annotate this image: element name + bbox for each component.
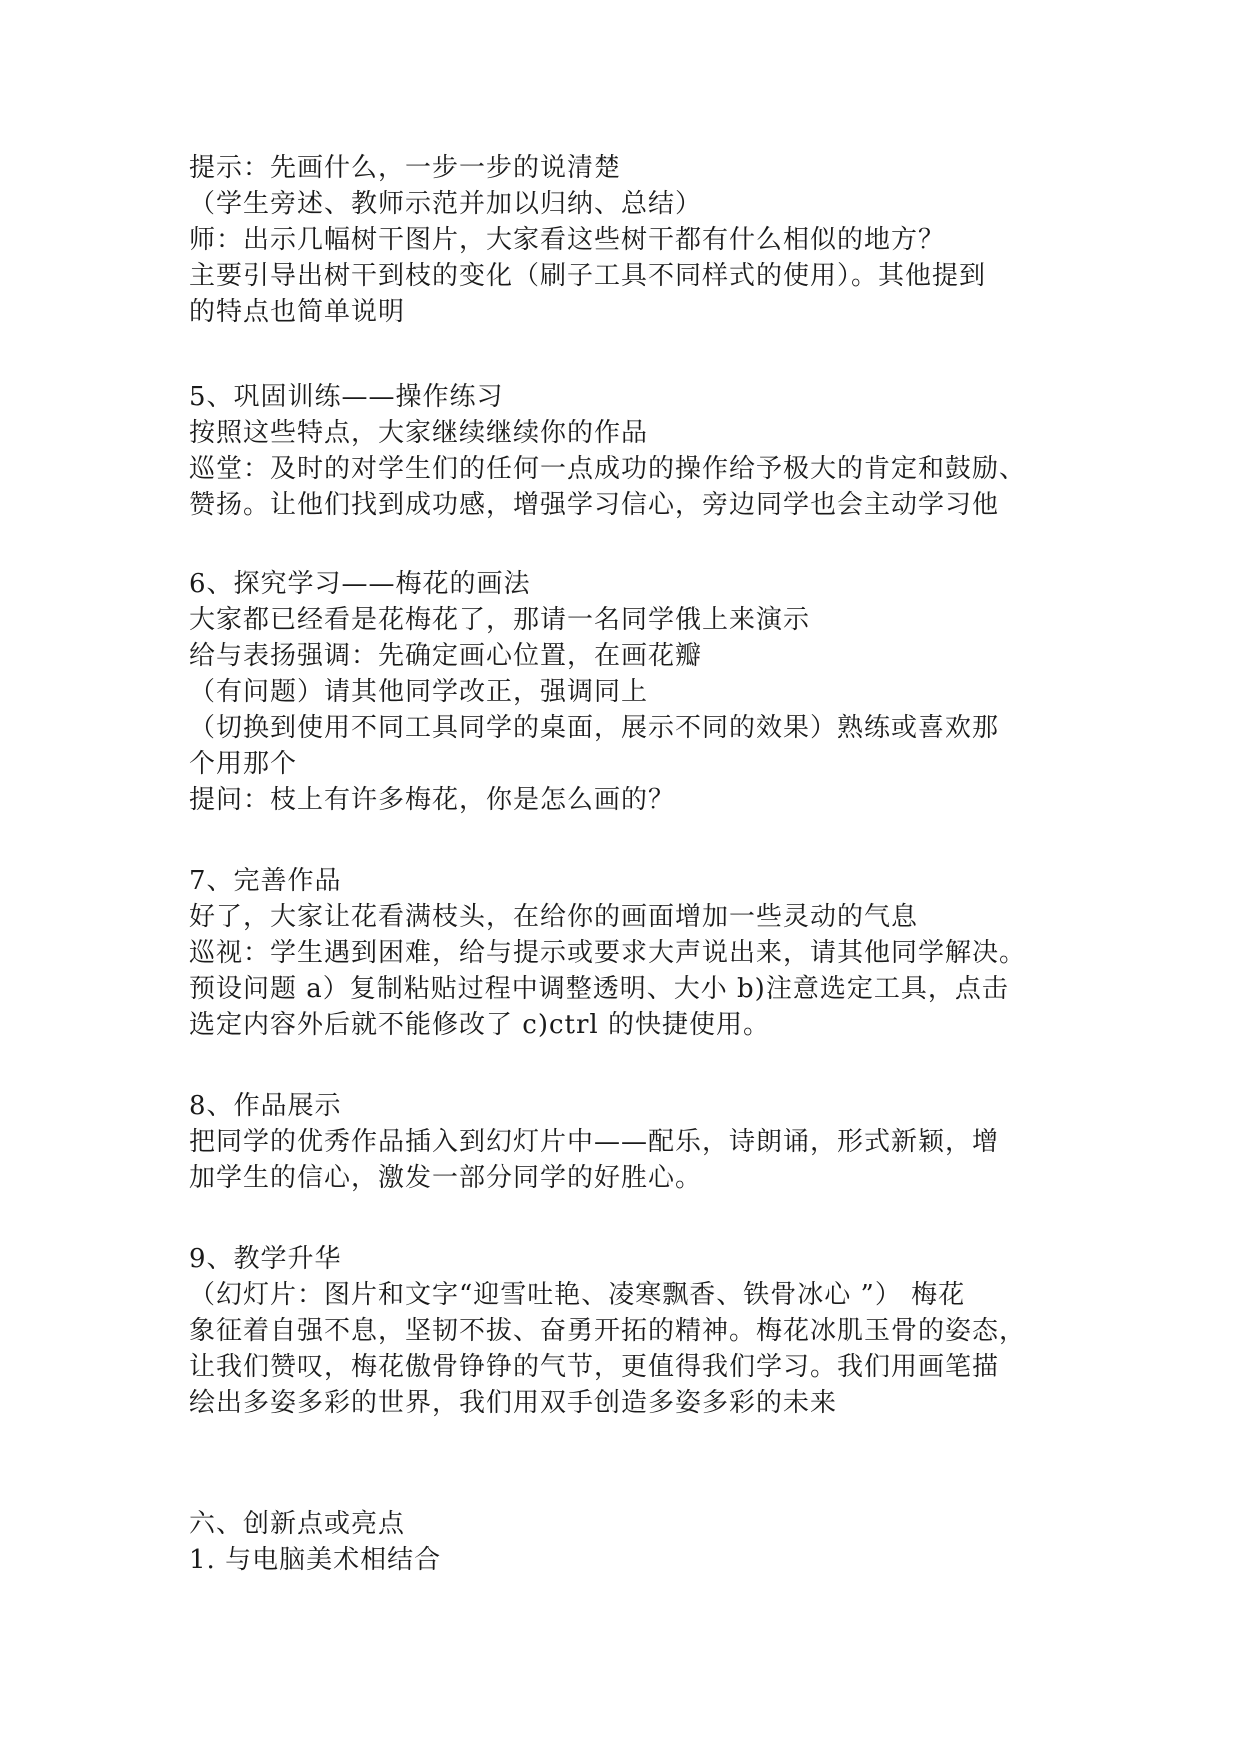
section-heading: 5、巩固训练——操作练习 — [189, 382, 504, 412]
text-line: （有问题）请其他同学改正，强调同上 — [189, 677, 649, 707]
text-line: 的特点也简单说明 — [189, 297, 406, 327]
text-line: 按照这些特点，大家继续继续你的作品 — [189, 418, 649, 448]
section-heading: 9、教学升华 — [189, 1244, 342, 1274]
text-line: 个用那个 — [189, 749, 298, 779]
text-line: 大家都已经看是花梅花了，那请一名同学俄上来演示 — [189, 605, 811, 635]
text-line: （切换到使用不同工具同学的桌面，展示不同的效果）熟练或喜欢那 — [189, 713, 1000, 743]
section-heading: 8、作品展示 — [189, 1091, 342, 1121]
text-line: 提示：先画什么，一步一步的说清楚 — [189, 153, 622, 183]
text-line: 师：出示几幅树干图片，大家看这些树干都有什么相似的地方？ — [189, 225, 946, 255]
text-line: 巡视：学生遇到困难，给与提示或要求大声说出来，请其他同学解决。 — [189, 938, 1027, 968]
text-line: 加学生的信心，激发一部分同学的好胜心。 — [189, 1163, 703, 1193]
text-line: 选定内容外后就不能修改了 c)ctrl 的快捷使用。 — [189, 1010, 770, 1040]
text-line: 主要引导出树干到枝的变化（刷子工具不同样式的使用）。其他提到 — [189, 261, 987, 291]
text-line: 绘出多姿多彩的世界，我们用双手创造多姿多彩的未来 — [189, 1388, 838, 1418]
text-line: 给与表扬强调：先确定画心位置，在画花瓣 — [189, 641, 703, 671]
text-line: 象征着自强不息，坚韧不拔、奋勇开拓的精神。梅花冰肌玉骨的姿态， — [189, 1316, 1027, 1346]
text-line: 好了，大家让花看满枝头，在给你的画面增加一些灵动的气息 — [189, 902, 919, 932]
text-line: （学生旁述、教师示范并加以归纳、总结） — [189, 189, 703, 219]
section-heading: 6、探究学习——梅花的画法 — [189, 569, 531, 599]
text-line: 预设问题 a）复制粘贴过程中调整透明、大小 b)注意选定工具，点击 — [189, 974, 1009, 1004]
text-line: 把同学的优秀作品插入到幻灯片中——配乐，诗朗诵，形式新颖，增 — [189, 1127, 1000, 1157]
text-line: 提问：枝上有许多梅花，你是怎么画的？ — [189, 785, 676, 815]
section-heading: 六、创新点或亮点 — [189, 1509, 406, 1539]
text-line: 1. 与电脑美术相结合 — [189, 1545, 442, 1575]
section-heading: 7、完善作品 — [189, 866, 342, 896]
text-line: 让我们赞叹，梅花傲骨铮铮的气节，更值得我们学习。我们用画笔描 — [189, 1352, 1000, 1382]
text-line: 巡堂：及时的对学生们的任何一点成功的操作给予极大的肯定和鼓励、 — [189, 454, 1027, 484]
text-line: 赞扬。让他们找到成功感，增强学习信心，旁边同学也会主动学习他 — [189, 490, 1000, 520]
text-line: （幻灯片：图片和文字“迎雪吐艳、凌寒飘香、铁骨冰心 ”） 梅花 — [189, 1280, 966, 1310]
